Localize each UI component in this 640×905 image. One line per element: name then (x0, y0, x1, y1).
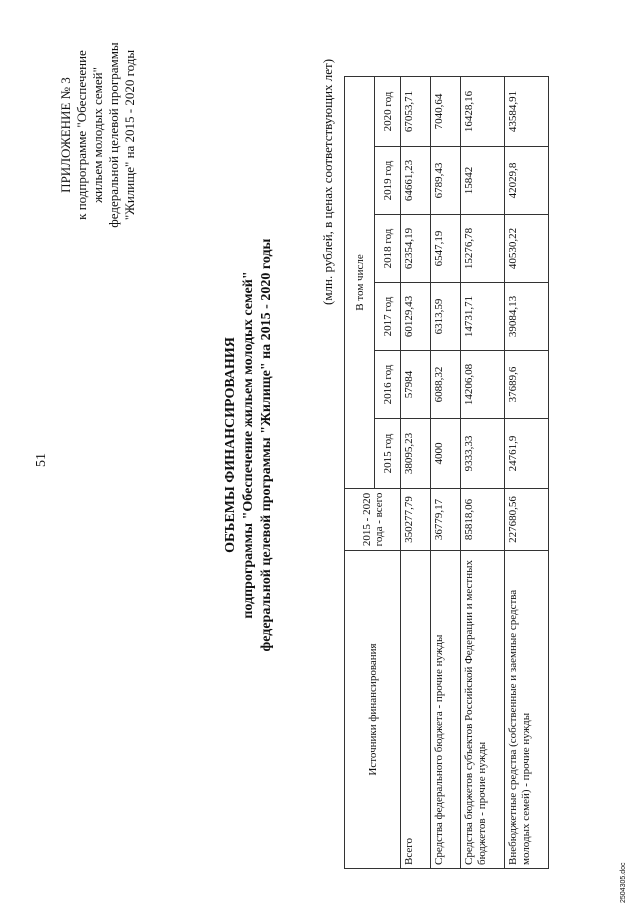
table-row (505, 77, 549, 869)
cell-total: 36779,17 (431, 489, 461, 551)
cell-value: 7040,64 (431, 77, 461, 147)
table-row (431, 77, 461, 869)
title-line-1: ОБЪЕМЫ ФИНАНСИРОВАНИЯ (223, 337, 238, 553)
cell-value: 4000 (431, 419, 461, 489)
cell-value: 6313,59 (431, 283, 461, 351)
row-source-name: Всего (401, 551, 431, 869)
annex-line: жильем молодых семей" (90, 67, 105, 203)
row-source-name: Внебюджетные средства (собственные и заемные средства молодых семей) - прочие нужды (505, 551, 549, 869)
annex-line: ПРИЛОЖЕНИЕ № 3 (58, 77, 73, 193)
document-title (222, 165, 276, 725)
page-number: 51 (34, 453, 49, 467)
cell-value: 64661,23 (401, 147, 431, 215)
cell-total: 350277,79 (401, 489, 431, 551)
table-row (401, 77, 431, 869)
cell-value: 9333,33 (461, 419, 505, 489)
header-total: 2015 - 2020 года - всего (345, 489, 401, 551)
cell-value: 16428,16 (461, 77, 505, 147)
cell-value: 15842 (461, 147, 505, 215)
cell-value: 62354,19 (401, 215, 431, 283)
annex-header (58, 15, 138, 255)
annex-line: "Жилище" на 2015 - 2020 годы (122, 49, 137, 221)
cell-value: 6088,32 (431, 351, 461, 419)
cell-value: 57984 (401, 351, 431, 419)
table-row (461, 77, 505, 869)
cell-value: 67053,71 (401, 77, 431, 147)
header-year: 2015 год (375, 419, 401, 489)
financing-table (344, 76, 549, 869)
cell-value: 14206,08 (461, 351, 505, 419)
cell-value: 6789,43 (431, 147, 461, 215)
cell-value: 6547,19 (431, 215, 461, 283)
cell-value: 43584,91 (505, 77, 549, 147)
cell-value: 24761,9 (505, 419, 549, 489)
cell-value: 39084,13 (505, 283, 549, 351)
header-source: Источники финансирования (345, 551, 401, 869)
cell-value: 37689,6 (505, 351, 549, 419)
annex-line: федеральной целевой программы (106, 42, 121, 228)
header-year: 2017 год (375, 283, 401, 351)
cell-total: 227680,56 (505, 489, 549, 551)
header-year: 2019 год (375, 147, 401, 215)
header-group: В том числе (345, 77, 375, 489)
document-code: 2504305.doc (620, 862, 627, 903)
title-line-3: федеральной целевой программы "Жилище" на 2015 - 2020 годы (259, 238, 274, 652)
annex-line: к подпрограмме "Обеспечение (74, 50, 89, 220)
cell-value: 60129,43 (401, 283, 431, 351)
cell-value: 42029,8 (505, 147, 549, 215)
title-line-2: подпрограммы "Обеспечение жильем молодых семей" (241, 271, 256, 619)
row-source-name: Средства бюджетов субъектов Российской Федерации и местных бюджетов - прочие нужды (461, 551, 505, 869)
cell-value: 15276,78 (461, 215, 505, 283)
cell-value: 38095,23 (401, 419, 431, 489)
header-year: 2018 год (375, 215, 401, 283)
cell-value: 40530,22 (505, 215, 549, 283)
header-year: 2020 год (375, 77, 401, 147)
row-source-name: Средства федерального бюджета - прочие нужды (431, 551, 461, 869)
cell-total: 85818,06 (461, 489, 505, 551)
units-note: (млн. рублей, в ценах соответствующих лет) (320, 58, 335, 305)
cell-value: 14731,71 (461, 283, 505, 351)
header-year: 2016 год (375, 351, 401, 419)
